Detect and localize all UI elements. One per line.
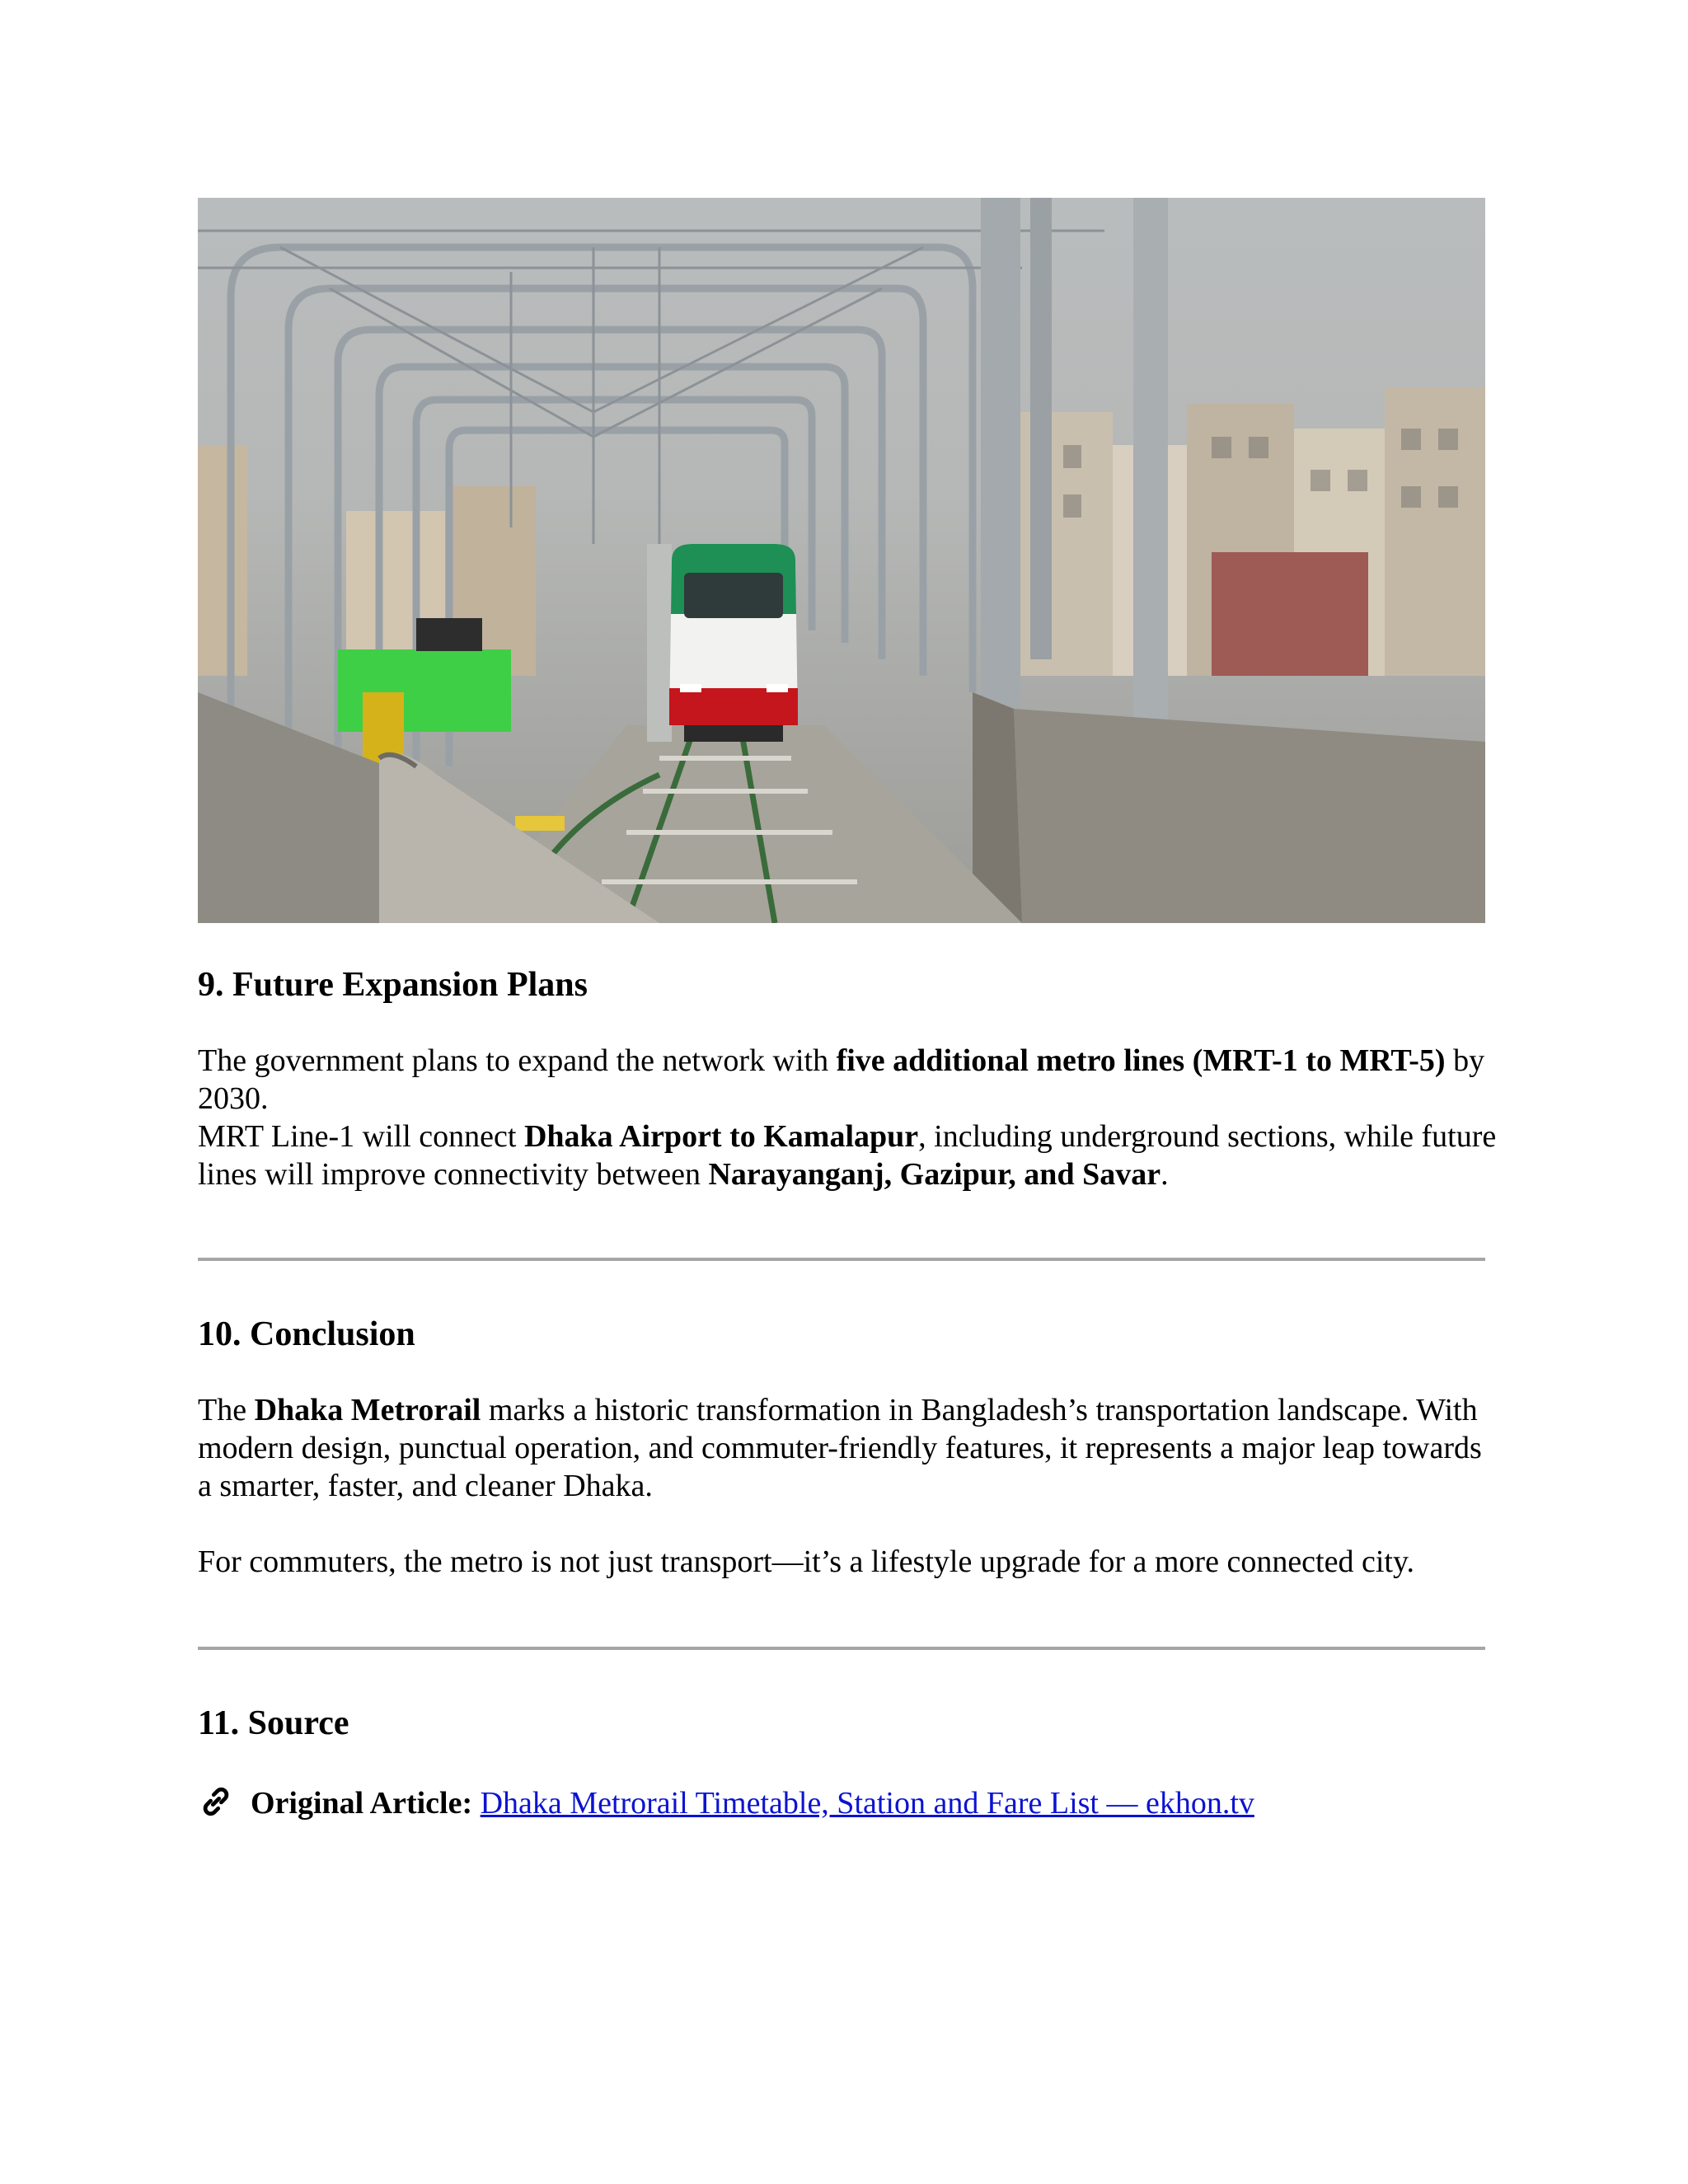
section-10-heading: 10. Conclusion <box>198 1315 415 1353</box>
metro-train-photo <box>198 198 1485 923</box>
source-label: Original Article: <box>251 1786 473 1821</box>
bold-text: Dhaka Metrorail <box>254 1393 481 1427</box>
section-11-heading: 11. Source <box>198 1704 349 1742</box>
section-10-paragraph-1 <box>198 1391 1500 1505</box>
text-run: MRT Line-1 will connect <box>198 1119 524 1154</box>
bold-text: Narayanganj, Gazipur, and Savar <box>708 1157 1161 1192</box>
metro-train-illustration <box>198 198 1485 923</box>
bold-text: five additional metro lines (MRT-1 to MRT-5) <box>836 1043 1446 1078</box>
text-run: . <box>1160 1157 1169 1192</box>
link-icon <box>198 1783 234 1820</box>
section-9-heading: 9. Future Expansion Plans <box>198 966 588 1004</box>
section-9-paragraph <box>198 1042 1500 1193</box>
source-line <box>198 1783 1500 1822</box>
text-run: The government plans to expand the network with <box>198 1043 837 1078</box>
document-page <box>198 198 1497 1821</box>
section-divider <box>198 1258 1485 1261</box>
source-article-link[interactable]: Dhaka Metrorail Timetable, Station and Fare List — ekhon.tv <box>480 1786 1254 1821</box>
text-run: The <box>198 1393 255 1427</box>
train <box>647 544 798 742</box>
text-run: , including underground sections, while future lines will improve connectivity between <box>198 1119 1497 1192</box>
section-10-paragraph-2: For commuters, the metro is not just transport—it’s a lifestyle upgrade for a more connected city. <box>198 1544 1414 1579</box>
bold-text: Dhaka Airport to Kamalapur <box>523 1119 919 1154</box>
text-run: marks a historic transformation in Bangladesh’s transportation landscape. With modern design, punctual operation, and commuter-friendly features, it represents a major leap towards a smarter, faster, and cleaner Dhaka. <box>198 1393 1482 1503</box>
text-run: by 2030. <box>198 1043 1485 1116</box>
section-divider <box>198 1647 1485 1650</box>
